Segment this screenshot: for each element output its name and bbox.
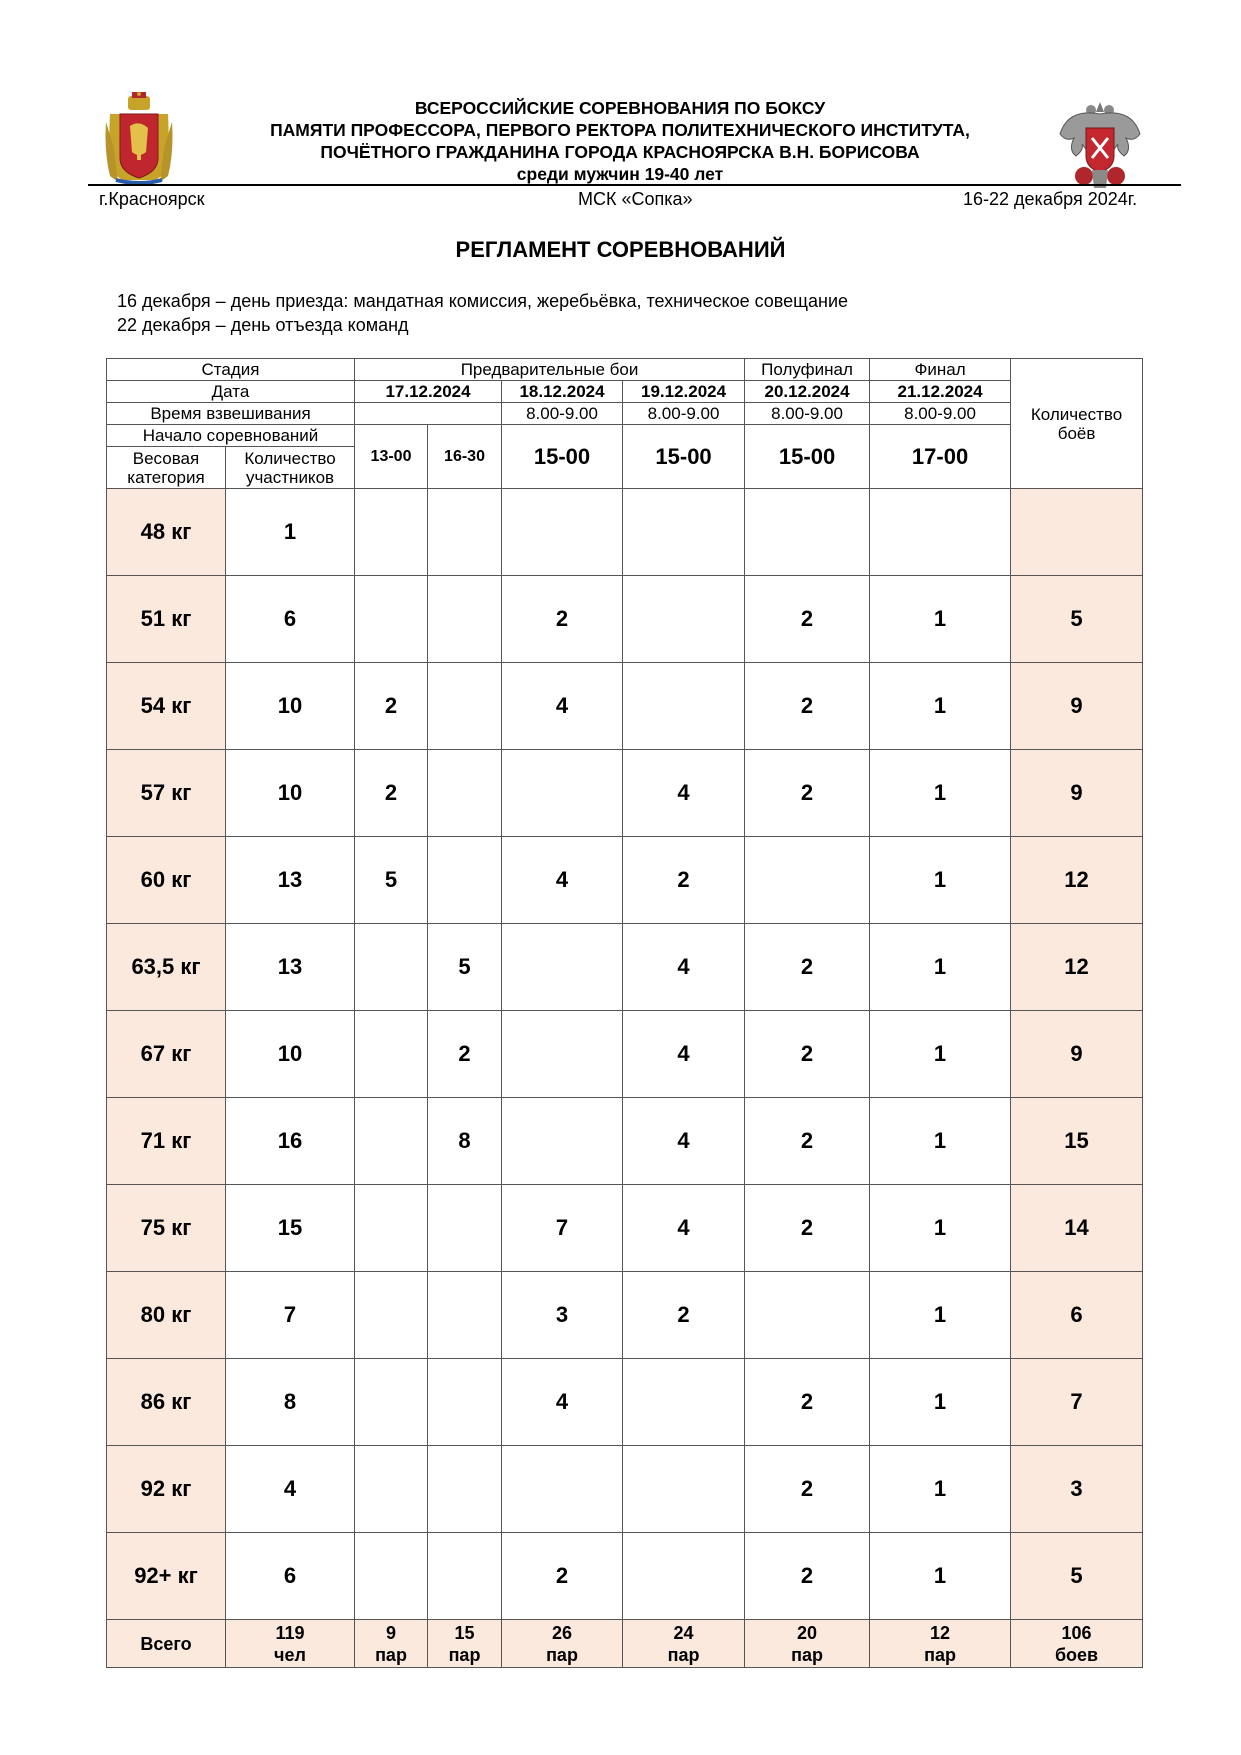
total-value: 26 [552,1622,573,1643]
weight-category: 67 кг [107,1011,226,1098]
weight-category: 92 кг [107,1446,226,1533]
weigh-in-20: 8.00-9.00 [745,403,870,425]
bouts-final [870,489,1011,576]
bouts-18 [502,750,623,837]
bouts-18: 4 [502,1359,623,1446]
bouts-17-13 [355,924,428,1011]
date-19: 19.12.2024 [623,381,745,403]
bouts-19 [623,663,745,750]
schedule-rows [107,489,1143,1620]
weigh-in-21: 8.00-9.00 [870,403,1011,425]
bouts-total: 9 [1011,750,1143,837]
participants: 7 [226,1272,355,1359]
participants: 4 [226,1446,355,1533]
total-value: 24 [673,1622,694,1643]
krasnoyarsk-coat-of-arms-icon [104,92,174,184]
date-17: 17.12.2024 [355,381,502,403]
bouts-18: 3 [502,1272,623,1359]
weigh-in-label: Время взвешивания [107,403,355,425]
weight-category: 71 кг [107,1098,226,1185]
table-row [107,576,1143,663]
bouts-19 [623,489,745,576]
bouts-final: 1 [870,1533,1011,1620]
table-row [107,1272,1143,1359]
participants: 8 [226,1359,355,1446]
bouts-19 [623,1446,745,1533]
weight-category: 63,5 кг [107,924,226,1011]
bouts-18 [502,1446,623,1533]
bouts-total: 15 [1011,1098,1143,1185]
bouts-total: 12 [1011,924,1143,1011]
participants: 13 [226,924,355,1011]
participants: 15 [226,1185,355,1272]
header-divider [88,184,1181,186]
bouts-17-13: 5 [355,837,428,924]
bouts-18 [502,924,623,1011]
bouts-total: 9 [1011,663,1143,750]
bouts-19: 4 [623,1185,745,1272]
bouts-total: 9 [1011,1011,1143,1098]
bouts-final: 1 [870,1359,1011,1446]
regulation-title: РЕГЛАМЕНТ СОРЕВНОВАНИЙ [455,237,786,262]
start-time-20: 15-00 [745,425,870,489]
table-row [107,750,1143,837]
bouts-total: 3 [1011,1446,1143,1533]
bouts-18: 2 [502,576,623,663]
stage-semifinal: Полуфинал [745,359,870,381]
stage-preliminary: Предварительные бои [355,359,745,381]
boxing-federation-eagle-icon [1058,98,1142,190]
bouts-18: 4 [502,837,623,924]
table-row [107,837,1143,924]
bouts-17-13 [355,1359,428,1446]
crown-top [128,92,150,110]
total-unit: чел [274,1644,306,1665]
total-unit: пар [667,1644,700,1665]
bouts-18: 2 [502,1533,623,1620]
bouts-total: 12 [1011,837,1143,924]
bouts-semifinal: 2 [745,1359,870,1446]
table-row [107,663,1143,750]
total-unit: пар [448,1644,481,1665]
total-value: 20 [797,1622,818,1643]
bouts-semifinal: 2 [745,1011,870,1098]
bouts-17-16 [428,489,502,576]
bouts-semifinal: 2 [745,1098,870,1185]
bouts-17-16 [428,663,502,750]
bouts-17-16 [428,750,502,837]
bouts-17-13 [355,1011,428,1098]
title-line-1: ВСЕРОССИЙСКИЕ СОРЕВНОВАНИЯ ПО БОКСУ [414,98,826,118]
bouts-19: 2 [623,837,745,924]
start-time-13-00: 13-00 [355,425,428,489]
schedule-table [106,358,1143,1668]
total-final [870,1620,1011,1668]
title-line-4: среди мужчин 19-40 лет [516,164,724,184]
bouts-total: 7 [1011,1359,1143,1446]
bouts-total: 5 [1011,576,1143,663]
totals-row [107,1620,1143,1668]
weigh-in-19: 8.00-9.00 [623,403,745,425]
bouts-17-16 [428,837,502,924]
city: г.Красноярск [99,189,205,209]
bouts-count-header: Количество боёв [1011,359,1143,489]
total-unit: боев [1054,1644,1099,1665]
bouts-19: 4 [623,1098,745,1185]
bouts-semifinal: 2 [745,576,870,663]
bouts-total: 14 [1011,1185,1143,1272]
bouts-final: 1 [870,1098,1011,1185]
bouts-final: 1 [870,663,1011,750]
weight-category: 54 кг [107,663,226,750]
date-label: Дата [107,381,355,403]
start-time-21: 17-00 [870,425,1011,489]
bouts-17-13 [355,1185,428,1272]
bouts-19 [623,576,745,663]
total-value: 9 [386,1622,397,1643]
start-time-16-30: 16-30 [428,425,502,489]
bouts-17-16 [428,576,502,663]
total-participants [226,1620,355,1668]
event-dates: 16-22 декабря 2024г. [963,189,1138,209]
weight-category: 57 кг [107,750,226,837]
bouts-final: 1 [870,837,1011,924]
bouts-total: 6 [1011,1272,1143,1359]
bouts-semifinal: 2 [745,1185,870,1272]
start-label: Начало соревнований [107,425,355,447]
bouts-17-13 [355,576,428,663]
competition-title [180,97,1060,185]
participants: 16 [226,1098,355,1185]
weight-category: 60 кг [107,837,226,924]
start-time-19: 15-00 [623,425,745,489]
table-row [107,924,1143,1011]
bouts-19 [623,1533,745,1620]
total-unit: пар [791,1644,823,1665]
total-17-13 [355,1620,428,1668]
totals-label: Всего [107,1620,226,1668]
bouts-17-16 [428,1359,502,1446]
bouts-19: 4 [623,1011,745,1098]
bouts-18: 7 [502,1185,623,1272]
total-17-16 [428,1620,502,1668]
bouts-17-16 [428,1533,502,1620]
participants: 6 [226,576,355,663]
participants: 10 [226,1011,355,1098]
bouts-final: 1 [870,1011,1011,1098]
total-semifinal [745,1620,870,1668]
participants: 6 [226,1533,355,1620]
bouts-semifinal: 2 [745,1533,870,1620]
weigh-in-17 [355,403,502,425]
bouts-17-16: 8 [428,1098,502,1185]
date-18: 18.12.2024 [502,381,623,403]
table-row [107,1185,1143,1272]
bouts-17-13 [355,1533,428,1620]
table-row [107,489,1143,576]
bouts-semifinal [745,837,870,924]
total-18 [502,1620,623,1668]
date-21: 21.12.2024 [870,381,1011,403]
bouts-17-16 [428,1272,502,1359]
bouts-final: 1 [870,1272,1011,1359]
bouts-17-16: 5 [428,924,502,1011]
schedule-notes [117,289,848,337]
title-line-3: ПОЧЁТНОГО ГРАЖДАНИНА ГОРОДА КРАСНОЯРСКА В.Н. БОРИСОВА [320,142,920,162]
bouts-final: 1 [870,1446,1011,1533]
total-value: 12 [930,1622,951,1643]
bouts-17-16 [428,1185,502,1272]
note-departure: 22 декабря – день отъезда команд [117,315,409,335]
table-row [107,1446,1143,1533]
bouts-semifinal [745,489,870,576]
bouts-17-13: 2 [355,663,428,750]
bouts-18 [502,489,623,576]
bouts-17-16 [428,1446,502,1533]
bouts-17-13: 2 [355,750,428,837]
stage-final: Финал [870,359,1011,381]
bouts-17-16: 2 [428,1011,502,1098]
bouts-19: 2 [623,1272,745,1359]
total-unit: пар [924,1644,956,1665]
bouts-semifinal: 2 [745,924,870,1011]
weight-category: 48 кг [107,489,226,576]
bouts-semifinal: 2 [745,663,870,750]
date-20: 20.12.2024 [745,381,870,403]
table-row [107,1098,1143,1185]
table-row [107,1011,1143,1098]
bouts-17-13 [355,489,428,576]
bouts-18: 4 [502,663,623,750]
total-value: 119 [275,1622,305,1643]
venue: МСК «Сопка» [578,189,693,209]
participants: 10 [226,663,355,750]
bouts-18 [502,1098,623,1185]
weigh-in-18: 8.00-9.00 [502,403,623,425]
start-time-18: 15-00 [502,425,623,489]
bouts-final: 1 [870,750,1011,837]
bouts-19 [623,1359,745,1446]
table-row [107,1359,1143,1446]
bouts-final: 1 [870,576,1011,663]
bouts-final: 1 [870,924,1011,1011]
bouts-total: 5 [1011,1533,1143,1620]
stage-label: Стадия [107,359,355,381]
bouts-final: 1 [870,1185,1011,1272]
bouts-17-13 [355,1272,428,1359]
total-unit: пар [375,1644,407,1665]
weight-category: 80 кг [107,1272,226,1359]
participants: 1 [226,489,355,576]
bouts-semifinal [745,1272,870,1359]
weight-category: 75 кг [107,1185,226,1272]
participants: 13 [226,837,355,924]
participants-header: Количество участников [226,447,355,489]
participants: 10 [226,750,355,837]
weight-category: 51 кг [107,576,226,663]
weight-category: 92+ кг [107,1533,226,1620]
total-value: 106 [1061,1622,1092,1643]
bouts-semifinal: 2 [745,750,870,837]
total-19 [623,1620,745,1668]
total-unit: пар [546,1644,578,1665]
bouts-19: 4 [623,924,745,1011]
bouts-18 [502,1011,623,1098]
bouts-17-13 [355,1446,428,1533]
bouts-17-13 [355,1098,428,1185]
bouts-total [1011,489,1143,576]
weight-category-header: Весовая категория [107,447,226,489]
total-value: 15 [454,1622,475,1643]
table-row [107,1533,1143,1620]
bouts-semifinal: 2 [745,1446,870,1533]
bouts-19: 4 [623,750,745,837]
total-bouts [1011,1620,1143,1668]
note-arrival: 16 декабря – день приезда: мандатная комиссия, жеребьёвка, техническое совещание [117,291,849,311]
weight-category: 86 кг [107,1359,226,1446]
title-line-2: ПАМЯТИ ПРОФЕССОРА, ПЕРВОГО РЕКТОРА ПОЛИТЕХНИЧЕСКОГО ИНСТИТУТА, [270,120,970,140]
